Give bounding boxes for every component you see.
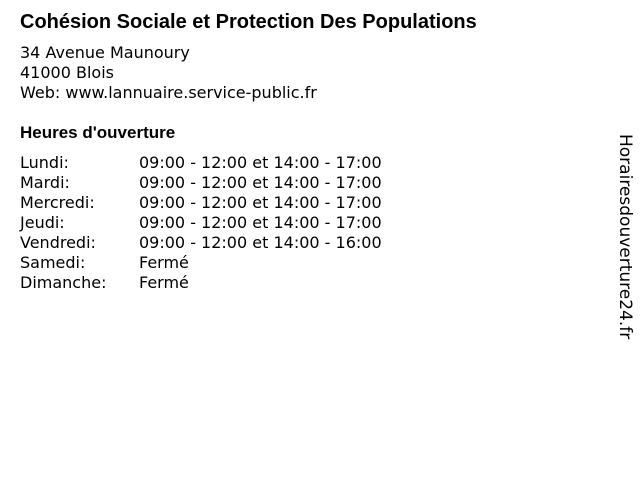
day-hours: 09:00 - 12:00 et 14:00 - 17:00 [139, 193, 382, 212]
brand-watermark: Horairesdouverture24.fr [615, 134, 635, 340]
day-label: Vendredi: [20, 233, 96, 252]
hours-row-mardi [20, 173, 382, 193]
hours-row-lundi [20, 153, 382, 173]
hours-row-samedi [20, 253, 382, 273]
address-street: 34 Avenue Maunoury [20, 43, 190, 62]
day-label: Jeudi: [20, 213, 65, 232]
day-label: Samedi: [20, 253, 86, 272]
day-hours: 09:00 - 12:00 et 14:00 - 17:00 [139, 173, 382, 192]
hours-heading: Heures d'ouverture [20, 123, 176, 142]
day-hours: Fermé [139, 253, 189, 272]
hours-table [20, 153, 382, 293]
day-hours: 09:00 - 12:00 et 14:00 - 17:00 [139, 153, 382, 172]
day-label: Lundi: [20, 153, 69, 172]
day-label: Mercredi: [20, 193, 95, 212]
address-city: 41000 Blois [20, 63, 114, 82]
hours-row-vendredi [20, 233, 382, 253]
hours-row-jeudi [20, 213, 382, 233]
address-web: Web: www.lannuaire.service-public.fr [20, 83, 317, 102]
day-label: Mardi: [20, 173, 70, 192]
day-hours: 09:00 - 12:00 et 14:00 - 16:00 [139, 233, 382, 252]
day-label: Dimanche: [20, 273, 107, 292]
hours-row-mercredi [20, 193, 382, 213]
hours-row-dimanche [20, 273, 382, 293]
day-hours: 09:00 - 12:00 et 14:00 - 17:00 [139, 213, 382, 232]
address-block [20, 43, 317, 103]
day-hours: Fermé [139, 273, 189, 292]
page-title: Cohésion Sociale et Protection Des Populations [20, 11, 477, 33]
